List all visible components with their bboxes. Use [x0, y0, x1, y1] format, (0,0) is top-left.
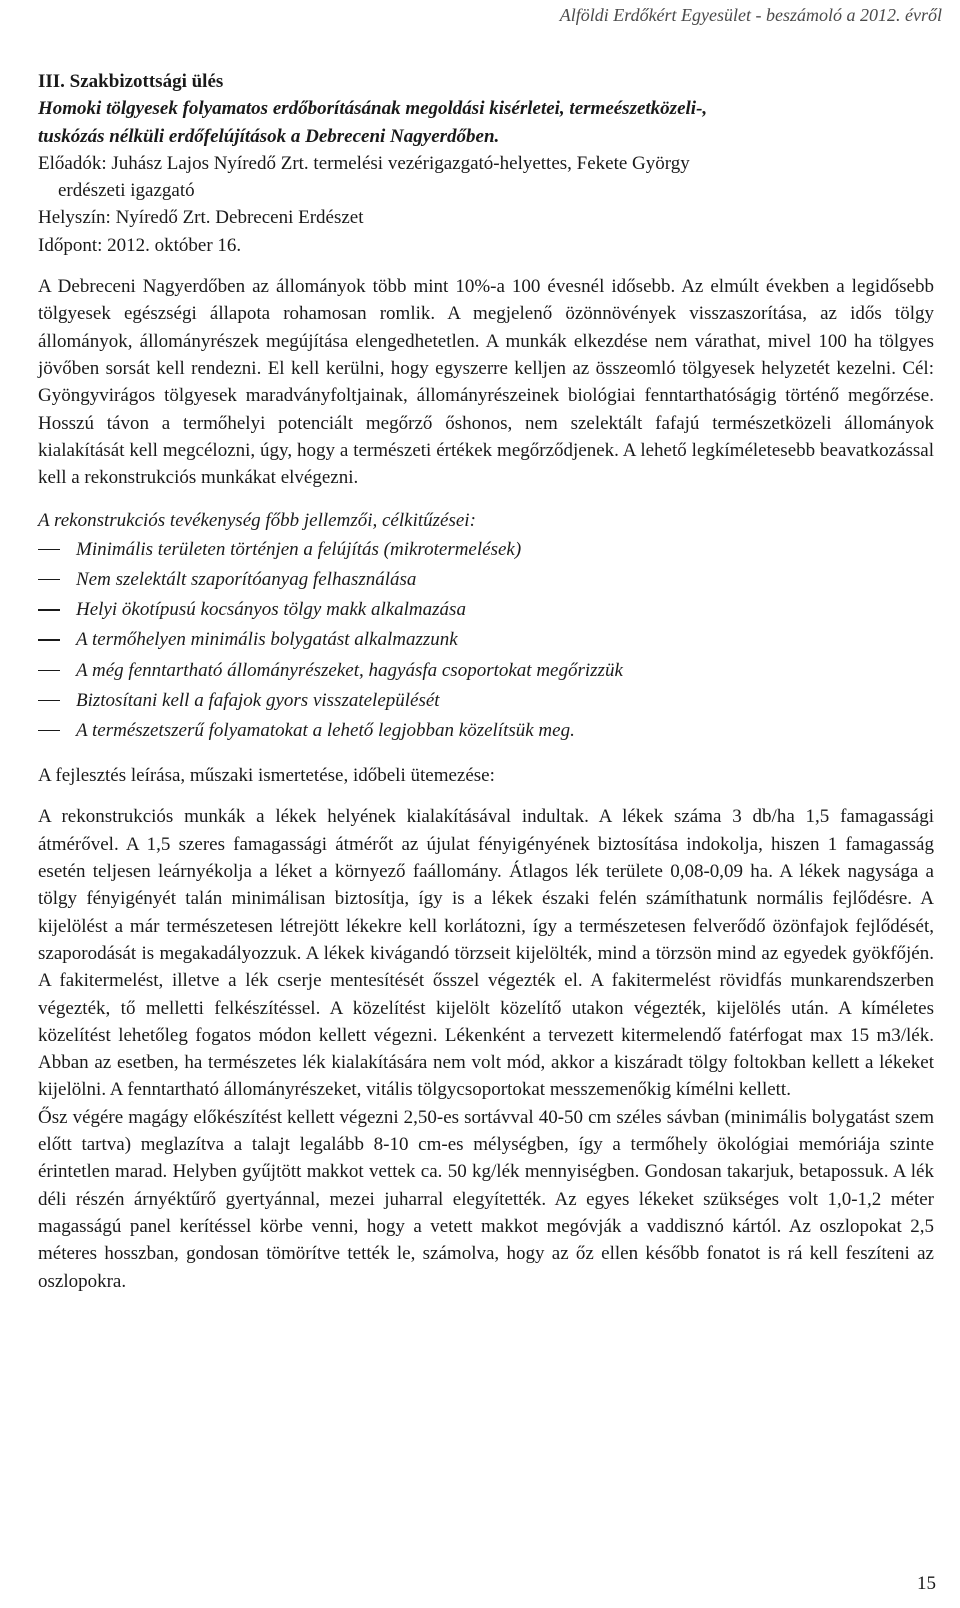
- list-item-text: A természetszerű folyamatokat a lehető legjobban közelítsük meg.: [76, 719, 575, 741]
- section-title: III. Szakbizottsági ülés: [38, 71, 224, 92]
- dash-bullet: [38, 609, 60, 611]
- dash-bullet: [38, 730, 60, 732]
- list-item: [38, 595, 934, 625]
- dash-bullet: [38, 670, 60, 672]
- list-item-text: A termőhelyen minimális bolygatást alkalmazzunk: [76, 629, 458, 651]
- list-item-text: Minimális területen történjen a felújítás (mikrotermelések): [76, 538, 522, 560]
- page-number: 15: [917, 1573, 936, 1594]
- list-item-text: Helyi ökotípusú kocsányos tölgy makk alkalmazása: [76, 599, 466, 621]
- dash-bullet: [38, 639, 60, 641]
- list-item: [38, 716, 934, 746]
- development-paragraph-1: A rekonstrukciós munkák a lékek helyének kialakításával indultak. A lékek száma 3 db/ha 1,5 famagassági átmérővel. A 1,5 szeres famagassági átmérőt az újulat fényigényének biztosítása indokolja, hiszen 1 famagasság esetén teljesen leárnyékolja a léket a környező faállomány. Átlagos lék területe 0,08-0,09 ha. A lékek nagysága a tölgy fényigényét talán minimálisan biztosítja, így is a lékek északi felén számíthatunk normális fejlődésre. A kijelölést a már természetesen létrejött lékekre kell korlátozni, így a természetesen felverődő özönfajok fejlődését, szaporodását is megakadályozzuk. A lékek kivágandó törzseit kijelölték, mind a törzsön mind az egyedek gyökfőjén. A fakitermelést, illetve a lék cserje mentesítését ősszel végezték el. A fakitermelést rövidfás munkarendszerben végezték, tő melletti felkészítéssel. A közelítést kijelölt közelítő utakon végezték, kijelölés után. A kíméletes közelítést lehetőleg fogatos módon kellett végezni. Lékenként a tervezett kitermelendő fatérfogat max 15 m3/lék. Abban az esetben, ha természetes lék kialakítására nem volt mód, akkor a kiszáradt tölgy foltokban kellett a lékeket kijelölni. A fenntartható állományrészeket, vitális tölgycsoportokat messzemenőkig kímélni kellett.: [38, 806, 934, 1101]
- list-item-text: Nem szelektált szaporítóanyag felhasználása: [76, 568, 417, 590]
- list-item-text: Biztosítani kell a fafajok gyors visszatelepülését: [76, 689, 440, 711]
- dash-bullet: [38, 700, 60, 702]
- development-paragraph-2: Ősz végére magágy előkészítést kellett végezni 2,50-es sortávval 40-50 cm széles sávban (minimális bolygatást szem előtt tartva) meglazítva a talajt legalább 8-10 cm-es mélységben, így a termőhely ökológiai memóriája szinte érintetlen marad. Helyben gyűjtött makkot vettek ca. 50 kg/lék mennyiségben. Gondosan takarjuk, betapossuk. A lék déli részén árnyéktűrő gyertyánnal, mezei juharral elegyítették. Az egyes lékeket szükséges volt 1,0-1,2 méter magasságú panel kerítéssel körbe venni, hogy a vetett makkot megóvják a vaddisznó kártól. Az oszlopokat 2,5 méteres hosszban, gondosan tömörítve tették le, számolva, hogy az őz ellen később fonatot is rá kell feszíteni az oszlopokra.: [38, 1106, 934, 1292]
- goals-list: [38, 535, 934, 746]
- goals-heading: A rekonstrukciós tevékenység főbb jellemzői, célkitűzései:: [38, 510, 476, 532]
- subtitle-line-1: Homoki tölgyesek folyamatos erdőborításának megoldási kisérletei, termeészetközeli-,: [38, 98, 708, 120]
- subtitle-line-2: tuskózás nélküli erdőfelújítások a Debreceni Nagyerdőben.: [38, 125, 500, 147]
- date: Időpont: 2012. október 16.: [38, 234, 242, 256]
- intro-paragraph: A Debreceni Nagyerdőben az állományok több mint 10%-a 100 évesnél idősebb. Az elmúlt években a legidősebb tölgyesek egészségi állapota rohamosan romlik. A megjelenő özönnövények visszaszorítása, az idős tölgy állományok, állományrészek megújítása elengedhetetlen. A munkák elkezdése nem várathat, mivel 100 ha tölgyes jövőben sorsát kell rendezni. El kell kerülni, hogy egyszerre kelljen az összeomló tölgyesek helyzetét kezelni. Cél: Gyöngyvirágos tölgyesek maradványfoltjainak, állományrészeinek biológiai fenntarthatóságig történő megőrzése. Hosszú távon a termőhelyi potenciált megőrző őshonos, nem szelektált fafajú természetközeli állományok kialakítását kell megcélozni, úgy, hogy a természeti értékek megőrződjenek. A lehető legkíméletesebb beavatkozással kell a rekonstrukciós munkákat elvégezni.: [38, 276, 934, 489]
- running-header: Alföldi Erdőkért Egyesület - beszámoló a 2012. évről: [559, 5, 942, 25]
- list-item: [38, 625, 934, 655]
- presenters-line-1: Előadók: Juhász Lajos Nyíredő Zrt. termelési vezérigazgató-helyettes, Fekete György: [38, 152, 690, 174]
- presenters-line-2: erdészeti igazgató: [58, 180, 195, 202]
- development-heading: A fejlesztés leírása, műszaki ismertetése, időbeli ütemezése:: [38, 765, 495, 787]
- meeting-meta: [38, 150, 934, 259]
- list-item: [38, 535, 934, 565]
- section-subtitle: [38, 95, 934, 150]
- venue: Helyszín: Nyíredő Zrt. Debreceni Erdészet: [38, 207, 364, 229]
- page-body: [38, 68, 934, 1295]
- list-item: [38, 656, 934, 686]
- dash-bullet: [38, 549, 60, 551]
- list-item: [38, 565, 934, 595]
- list-item-text: A még fenntartható állományrészeket, hagyásfa csoportokat megőrizzük: [76, 659, 623, 681]
- dash-bullet: [38, 579, 60, 581]
- list-item: [38, 686, 934, 716]
